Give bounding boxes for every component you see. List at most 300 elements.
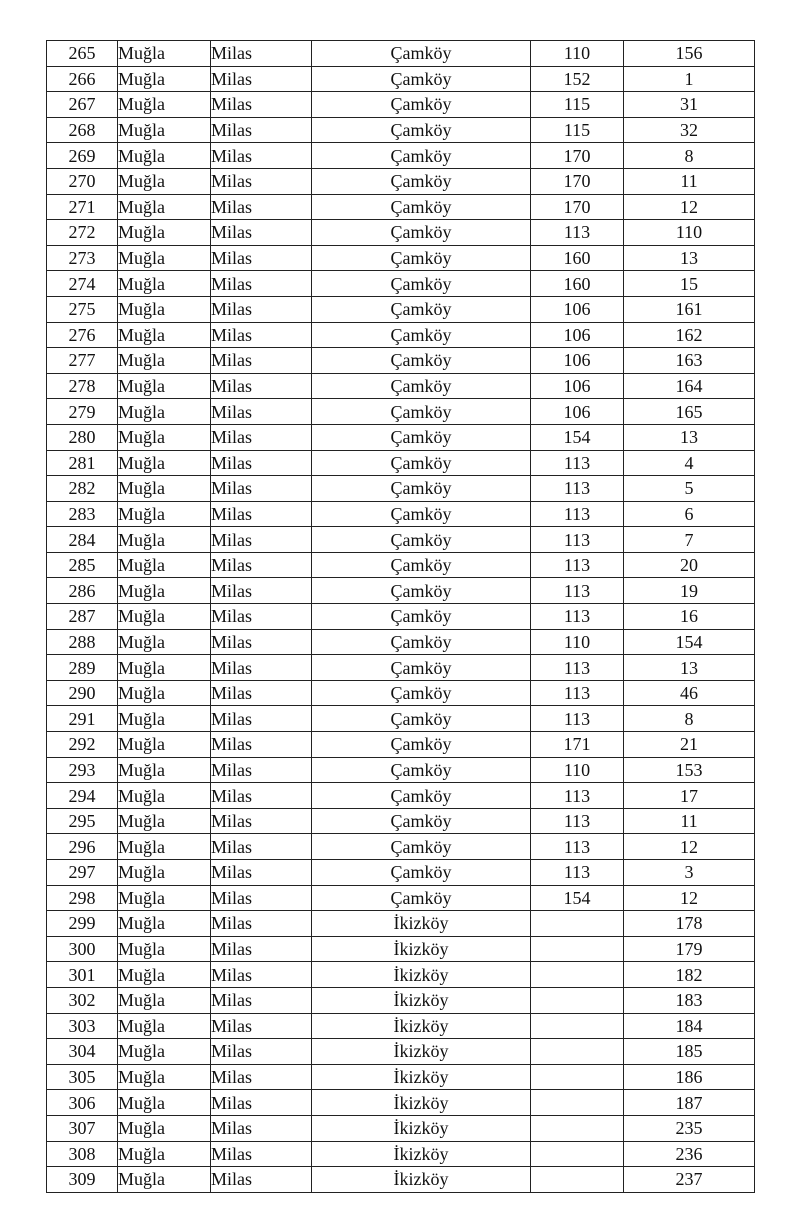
district-cell: Milas [211, 680, 312, 706]
block-cell: 113 [531, 552, 624, 578]
village-cell: İkizköy [312, 911, 531, 937]
row-number-cell: 305 [47, 1064, 118, 1090]
block-cell: 170 [531, 168, 624, 194]
province-cell: Muğla [118, 629, 211, 655]
parcel-cell: 46 [624, 680, 755, 706]
block-cell [531, 1090, 624, 1116]
parcel-cell: 13 [624, 655, 755, 681]
district-cell: Milas [211, 41, 312, 67]
district-cell: Milas [211, 552, 312, 578]
parcel-cell: 17 [624, 783, 755, 809]
block-cell: 115 [531, 117, 624, 143]
parcel-cell: 110 [624, 220, 755, 246]
block-cell: 106 [531, 399, 624, 425]
block-cell: 113 [531, 808, 624, 834]
district-cell: Milas [211, 1115, 312, 1141]
province-cell: Muğla [118, 1039, 211, 1065]
parcel-cell: 12 [624, 194, 755, 220]
table-row [47, 706, 755, 732]
parcel-cell: 235 [624, 1115, 755, 1141]
table-row [47, 41, 755, 67]
row-number-cell: 309 [47, 1167, 118, 1193]
row-number-cell: 304 [47, 1039, 118, 1065]
province-cell: Muğla [118, 296, 211, 322]
block-cell [531, 987, 624, 1013]
province-cell: Muğla [118, 322, 211, 348]
table-row [47, 194, 755, 220]
parcel-cell: 164 [624, 373, 755, 399]
table-row [47, 962, 755, 988]
table-row [47, 450, 755, 476]
province-cell: Muğla [118, 424, 211, 450]
table-row [47, 92, 755, 118]
village-cell: İkizköy [312, 1141, 531, 1167]
block-cell [531, 1064, 624, 1090]
village-cell: Çamköy [312, 220, 531, 246]
parcel-cell: 6 [624, 501, 755, 527]
province-cell: Muğla [118, 732, 211, 758]
parcel-cell: 20 [624, 552, 755, 578]
district-cell: Milas [211, 885, 312, 911]
table-row [47, 1064, 755, 1090]
row-number-cell: 292 [47, 732, 118, 758]
province-cell: Muğla [118, 271, 211, 297]
row-number-cell: 295 [47, 808, 118, 834]
parcel-cell: 11 [624, 168, 755, 194]
province-cell: Muğla [118, 962, 211, 988]
block-cell [531, 911, 624, 937]
district-cell: Milas [211, 143, 312, 169]
row-number-cell: 278 [47, 373, 118, 399]
block-cell: 113 [531, 680, 624, 706]
province-cell: Muğla [118, 373, 211, 399]
block-cell [531, 1141, 624, 1167]
village-cell: Çamköy [312, 271, 531, 297]
row-number-cell: 271 [47, 194, 118, 220]
row-number-cell: 303 [47, 1013, 118, 1039]
village-cell: Çamköy [312, 604, 531, 630]
district-cell: Milas [211, 1090, 312, 1116]
parcel-cell: 4 [624, 450, 755, 476]
parcel-cell: 163 [624, 348, 755, 374]
row-number-cell: 279 [47, 399, 118, 425]
block-cell: 113 [531, 860, 624, 886]
table-row [47, 783, 755, 809]
table-row [47, 424, 755, 450]
row-number-cell: 294 [47, 783, 118, 809]
district-cell: Milas [211, 911, 312, 937]
village-cell: Çamköy [312, 885, 531, 911]
row-number-cell: 302 [47, 987, 118, 1013]
district-cell: Milas [211, 424, 312, 450]
province-cell: Muğla [118, 194, 211, 220]
province-cell: Muğla [118, 41, 211, 67]
block-cell: 170 [531, 143, 624, 169]
block-cell: 113 [531, 501, 624, 527]
row-number-cell: 269 [47, 143, 118, 169]
province-cell: Muğla [118, 476, 211, 502]
table-row [47, 1167, 755, 1193]
table-row [47, 629, 755, 655]
province-cell: Muğla [118, 220, 211, 246]
parcel-cell: 8 [624, 143, 755, 169]
district-cell: Milas [211, 373, 312, 399]
block-cell: 113 [531, 655, 624, 681]
village-cell: Çamköy [312, 578, 531, 604]
row-number-cell: 291 [47, 706, 118, 732]
block-cell: 113 [531, 604, 624, 630]
province-cell: Muğla [118, 834, 211, 860]
row-number-cell: 273 [47, 245, 118, 271]
district-cell: Milas [211, 1064, 312, 1090]
parcel-cell: 184 [624, 1013, 755, 1039]
district-cell: Milas [211, 194, 312, 220]
parcel-cell: 3 [624, 860, 755, 886]
table-row [47, 476, 755, 502]
province-cell: Muğla [118, 245, 211, 271]
block-cell: 113 [531, 476, 624, 502]
table-row [47, 143, 755, 169]
province-cell: Muğla [118, 1167, 211, 1193]
row-number-cell: 308 [47, 1141, 118, 1167]
district-cell: Milas [211, 834, 312, 860]
row-number-cell: 282 [47, 476, 118, 502]
parcel-cell: 13 [624, 424, 755, 450]
district-cell: Milas [211, 322, 312, 348]
row-number-cell: 274 [47, 271, 118, 297]
province-cell: Muğla [118, 348, 211, 374]
block-cell: 170 [531, 194, 624, 220]
row-number-cell: 277 [47, 348, 118, 374]
province-cell: Muğla [118, 578, 211, 604]
parcel-cell: 5 [624, 476, 755, 502]
village-cell: İkizköy [312, 1090, 531, 1116]
district-cell: Milas [211, 296, 312, 322]
province-cell: Muğla [118, 527, 211, 553]
province-cell: Muğla [118, 450, 211, 476]
block-cell: 171 [531, 732, 624, 758]
row-number-cell: 299 [47, 911, 118, 937]
parcel-cell: 12 [624, 885, 755, 911]
parcel-cell: 12 [624, 834, 755, 860]
district-cell: Milas [211, 245, 312, 271]
village-cell: Çamköy [312, 399, 531, 425]
block-cell: 113 [531, 834, 624, 860]
province-cell: Muğla [118, 552, 211, 578]
parcel-cell: 32 [624, 117, 755, 143]
district-cell: Milas [211, 476, 312, 502]
parcel-cell: 15 [624, 271, 755, 297]
table-row [47, 578, 755, 604]
parcel-cell: 154 [624, 629, 755, 655]
block-cell [531, 1115, 624, 1141]
province-cell: Muğla [118, 399, 211, 425]
block-cell: 106 [531, 296, 624, 322]
district-cell: Milas [211, 757, 312, 783]
village-cell: Çamköy [312, 783, 531, 809]
province-cell: Muğla [118, 501, 211, 527]
row-number-cell: 289 [47, 655, 118, 681]
village-cell: İkizköy [312, 1167, 531, 1193]
district-cell: Milas [211, 1167, 312, 1193]
row-number-cell: 281 [47, 450, 118, 476]
table-row [47, 1090, 755, 1116]
block-cell [531, 936, 624, 962]
table-row [47, 911, 755, 937]
province-cell: Muğla [118, 987, 211, 1013]
block-cell: 113 [531, 578, 624, 604]
village-cell: Çamköy [312, 424, 531, 450]
province-cell: Muğla [118, 117, 211, 143]
village-cell: Çamköy [312, 41, 531, 67]
province-cell: Muğla [118, 911, 211, 937]
parcel-cell: 16 [624, 604, 755, 630]
block-cell: 106 [531, 322, 624, 348]
district-cell: Milas [211, 399, 312, 425]
village-cell: İkizköy [312, 936, 531, 962]
block-cell: 113 [531, 706, 624, 732]
parcel-cell: 178 [624, 911, 755, 937]
parcel-cell: 153 [624, 757, 755, 783]
village-cell: Çamköy [312, 66, 531, 92]
parcel-cell: 31 [624, 92, 755, 118]
block-cell: 106 [531, 348, 624, 374]
block-cell: 110 [531, 629, 624, 655]
row-number-cell: 298 [47, 885, 118, 911]
parcel-cell: 162 [624, 322, 755, 348]
village-cell: İkizköy [312, 1013, 531, 1039]
village-cell: Çamköy [312, 168, 531, 194]
row-number-cell: 268 [47, 117, 118, 143]
table-row [47, 373, 755, 399]
province-cell: Muğla [118, 936, 211, 962]
block-cell: 110 [531, 41, 624, 67]
province-cell: Muğla [118, 680, 211, 706]
table-row [47, 987, 755, 1013]
parcel-cell: 7 [624, 527, 755, 553]
province-cell: Muğla [118, 655, 211, 681]
district-cell: Milas [211, 501, 312, 527]
parcel-cell: 21 [624, 732, 755, 758]
district-cell: Milas [211, 92, 312, 118]
row-number-cell: 265 [47, 41, 118, 67]
province-cell: Muğla [118, 1141, 211, 1167]
parcel-cell: 186 [624, 1064, 755, 1090]
province-cell: Muğla [118, 1115, 211, 1141]
village-cell: Çamköy [312, 655, 531, 681]
table-row [47, 271, 755, 297]
district-cell: Milas [211, 220, 312, 246]
table-row [47, 834, 755, 860]
table-row [47, 348, 755, 374]
parcel-cell: 156 [624, 41, 755, 67]
block-cell: 152 [531, 66, 624, 92]
table-row [47, 501, 755, 527]
district-cell: Milas [211, 168, 312, 194]
province-cell: Muğla [118, 1064, 211, 1090]
district-cell: Milas [211, 629, 312, 655]
village-cell: Çamköy [312, 629, 531, 655]
parcel-cell: 11 [624, 808, 755, 834]
parcel-cell: 182 [624, 962, 755, 988]
village-cell: İkizköy [312, 987, 531, 1013]
block-cell: 115 [531, 92, 624, 118]
province-cell: Muğla [118, 783, 211, 809]
row-number-cell: 270 [47, 168, 118, 194]
province-cell: Muğla [118, 168, 211, 194]
row-number-cell: 288 [47, 629, 118, 655]
province-cell: Muğla [118, 885, 211, 911]
province-cell: Muğla [118, 66, 211, 92]
district-cell: Milas [211, 732, 312, 758]
block-cell [531, 1039, 624, 1065]
province-cell: Muğla [118, 1090, 211, 1116]
village-cell: Çamköy [312, 680, 531, 706]
village-cell: Çamköy [312, 194, 531, 220]
table-row [47, 655, 755, 681]
table-row [47, 604, 755, 630]
block-cell [531, 962, 624, 988]
parcel-cell: 165 [624, 399, 755, 425]
row-number-cell: 297 [47, 860, 118, 886]
village-cell: Çamköy [312, 732, 531, 758]
village-cell: Çamköy [312, 348, 531, 374]
province-cell: Muğla [118, 1013, 211, 1039]
table-row [47, 1141, 755, 1167]
parcel-cell: 187 [624, 1090, 755, 1116]
parcel-cell: 19 [624, 578, 755, 604]
village-cell: Çamköy [312, 296, 531, 322]
village-cell: Çamköy [312, 143, 531, 169]
district-cell: Milas [211, 706, 312, 732]
row-number-cell: 300 [47, 936, 118, 962]
village-cell: Çamköy [312, 834, 531, 860]
parcel-cell: 185 [624, 1039, 755, 1065]
table-row [47, 808, 755, 834]
province-cell: Muğla [118, 706, 211, 732]
row-number-cell: 306 [47, 1090, 118, 1116]
district-cell: Milas [211, 604, 312, 630]
village-cell: Çamköy [312, 373, 531, 399]
row-number-cell: 293 [47, 757, 118, 783]
block-cell [531, 1167, 624, 1193]
table-row [47, 168, 755, 194]
row-number-cell: 287 [47, 604, 118, 630]
table-row [47, 885, 755, 911]
table-row [47, 322, 755, 348]
row-number-cell: 276 [47, 322, 118, 348]
table-row [47, 680, 755, 706]
block-cell: 160 [531, 271, 624, 297]
row-number-cell: 301 [47, 962, 118, 988]
block-cell: 113 [531, 220, 624, 246]
block-cell: 154 [531, 424, 624, 450]
row-number-cell: 280 [47, 424, 118, 450]
table-row [47, 245, 755, 271]
district-cell: Milas [211, 117, 312, 143]
block-cell: 113 [531, 450, 624, 476]
parcel-table [46, 40, 755, 1193]
row-number-cell: 307 [47, 1115, 118, 1141]
table-body [47, 41, 755, 1193]
table-row [47, 1013, 755, 1039]
district-cell: Milas [211, 1013, 312, 1039]
parcel-cell: 237 [624, 1167, 755, 1193]
row-number-cell: 267 [47, 92, 118, 118]
village-cell: İkizköy [312, 1064, 531, 1090]
province-cell: Muğla [118, 604, 211, 630]
row-number-cell: 266 [47, 66, 118, 92]
district-cell: Milas [211, 783, 312, 809]
district-cell: Milas [211, 655, 312, 681]
district-cell: Milas [211, 450, 312, 476]
row-number-cell: 290 [47, 680, 118, 706]
district-cell: Milas [211, 348, 312, 374]
table-row [47, 860, 755, 886]
block-cell: 106 [531, 373, 624, 399]
village-cell: Çamköy [312, 860, 531, 886]
village-cell: İkizköy [312, 1115, 531, 1141]
table-row [47, 117, 755, 143]
table-row [47, 296, 755, 322]
block-cell: 160 [531, 245, 624, 271]
district-cell: Milas [211, 1141, 312, 1167]
district-cell: Milas [211, 936, 312, 962]
district-cell: Milas [211, 1039, 312, 1065]
row-number-cell: 272 [47, 220, 118, 246]
district-cell: Milas [211, 962, 312, 988]
parcel-cell: 236 [624, 1141, 755, 1167]
province-cell: Muğla [118, 92, 211, 118]
village-cell: Çamköy [312, 757, 531, 783]
village-cell: İkizköy [312, 1039, 531, 1065]
district-cell: Milas [211, 987, 312, 1013]
row-number-cell: 285 [47, 552, 118, 578]
block-cell: 154 [531, 885, 624, 911]
block-cell: 110 [531, 757, 624, 783]
province-cell: Muğla [118, 143, 211, 169]
province-cell: Muğla [118, 808, 211, 834]
district-cell: Milas [211, 860, 312, 886]
row-number-cell: 283 [47, 501, 118, 527]
district-cell: Milas [211, 578, 312, 604]
parcel-cell: 13 [624, 245, 755, 271]
district-cell: Milas [211, 808, 312, 834]
village-cell: Çamköy [312, 322, 531, 348]
district-cell: Milas [211, 271, 312, 297]
district-cell: Milas [211, 527, 312, 553]
province-cell: Muğla [118, 757, 211, 783]
village-cell: Çamköy [312, 450, 531, 476]
row-number-cell: 275 [47, 296, 118, 322]
village-cell: Çamköy [312, 245, 531, 271]
block-cell: 113 [531, 783, 624, 809]
block-cell [531, 1013, 624, 1039]
table-row [47, 1115, 755, 1141]
table-row [47, 66, 755, 92]
village-cell: Çamköy [312, 706, 531, 732]
village-cell: Çamköy [312, 808, 531, 834]
table-row [47, 732, 755, 758]
table-row [47, 527, 755, 553]
parcel-cell: 179 [624, 936, 755, 962]
table-row [47, 220, 755, 246]
table-row [47, 757, 755, 783]
table-row [47, 1039, 755, 1065]
village-cell: Çamköy [312, 552, 531, 578]
parcel-cell: 8 [624, 706, 755, 732]
parcel-cell: 183 [624, 987, 755, 1013]
